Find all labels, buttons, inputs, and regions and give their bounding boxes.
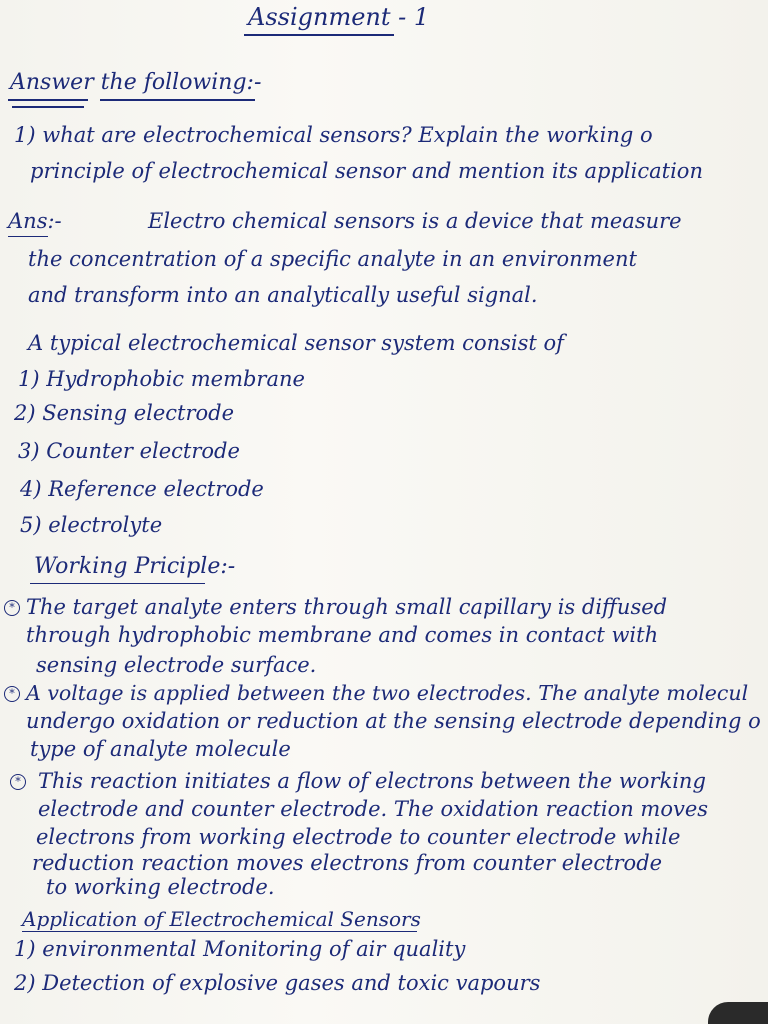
working-heading: Working Priciple:- <box>34 554 236 579</box>
component-item: 5) electrolyte <box>20 513 163 537</box>
answer-intro: A typical electrochemical sensor system consist of <box>28 331 564 355</box>
working-heading-underline <box>30 583 205 584</box>
component-item: 1) Hydrophobic membrane <box>18 367 305 391</box>
answer-label: Ans:- <box>8 209 62 233</box>
working-point-line: A voltage is applied between the two electrodes. The analyte molecul <box>26 681 749 705</box>
working-point-line: The target analyte enters through small capillary is diffused <box>26 595 668 619</box>
instruction-underline-1 <box>8 99 88 101</box>
working-point-line: electrons from working electrode to counter electrode while <box>36 825 681 849</box>
answer-label-underline <box>8 236 48 237</box>
bullet-icon: * <box>4 686 20 702</box>
instruction-heading: Answer the following:- <box>10 70 262 95</box>
applications-heading: Application of Electrochemical Sensors <box>22 907 421 931</box>
component-item: 2) Sensing electrode <box>14 401 235 425</box>
component-item: 3) Counter electrode <box>18 439 240 463</box>
answer-line-1: Electro chemical sensors is a device that measure <box>148 209 682 233</box>
bullet-icon: * <box>4 600 20 616</box>
application-item: 2) Detection of explosive gases and toxic vapours <box>14 971 541 995</box>
question-line-1: 1) what are electrochemical sensors? Explain the working o <box>14 123 653 147</box>
working-point-line: undergo oxidation or reduction at the sensing electrode depending o <box>26 709 761 733</box>
title-underline <box>244 34 394 36</box>
working-point-line: through hydrophobic membrane and comes in contact with <box>26 623 659 647</box>
photo-corner-shadow <box>708 1002 768 1024</box>
working-point-line: to working electrode. <box>46 875 275 899</box>
component-item: 4) Reference electrode <box>20 477 264 501</box>
working-point-line: This reaction initiates a flow of electrons between the working <box>38 769 706 793</box>
working-point-line: electrode and counter electrode. The oxidation reaction moves <box>38 797 709 821</box>
working-point-line: type of analyte molecule <box>30 737 291 761</box>
working-point-line: sensing electrode surface. <box>36 653 317 677</box>
working-point-line: reduction reaction moves electrons from counter electrode <box>32 851 663 875</box>
instruction-underline-3 <box>100 99 255 101</box>
page-title: Assignment - 1 <box>248 3 430 31</box>
answer-line-3: and transform into an analytically useful signal. <box>28 283 538 307</box>
instruction-underline-2 <box>12 106 84 108</box>
application-item: 1) environmental Monitoring of air quality <box>14 937 466 961</box>
answer-line-2: the concentration of a specific analyte in an environment <box>28 247 637 271</box>
question-line-2: principle of electrochemical sensor and mention its application <box>30 159 703 183</box>
applications-heading-underline <box>22 931 417 932</box>
bullet-icon: * <box>10 774 26 790</box>
